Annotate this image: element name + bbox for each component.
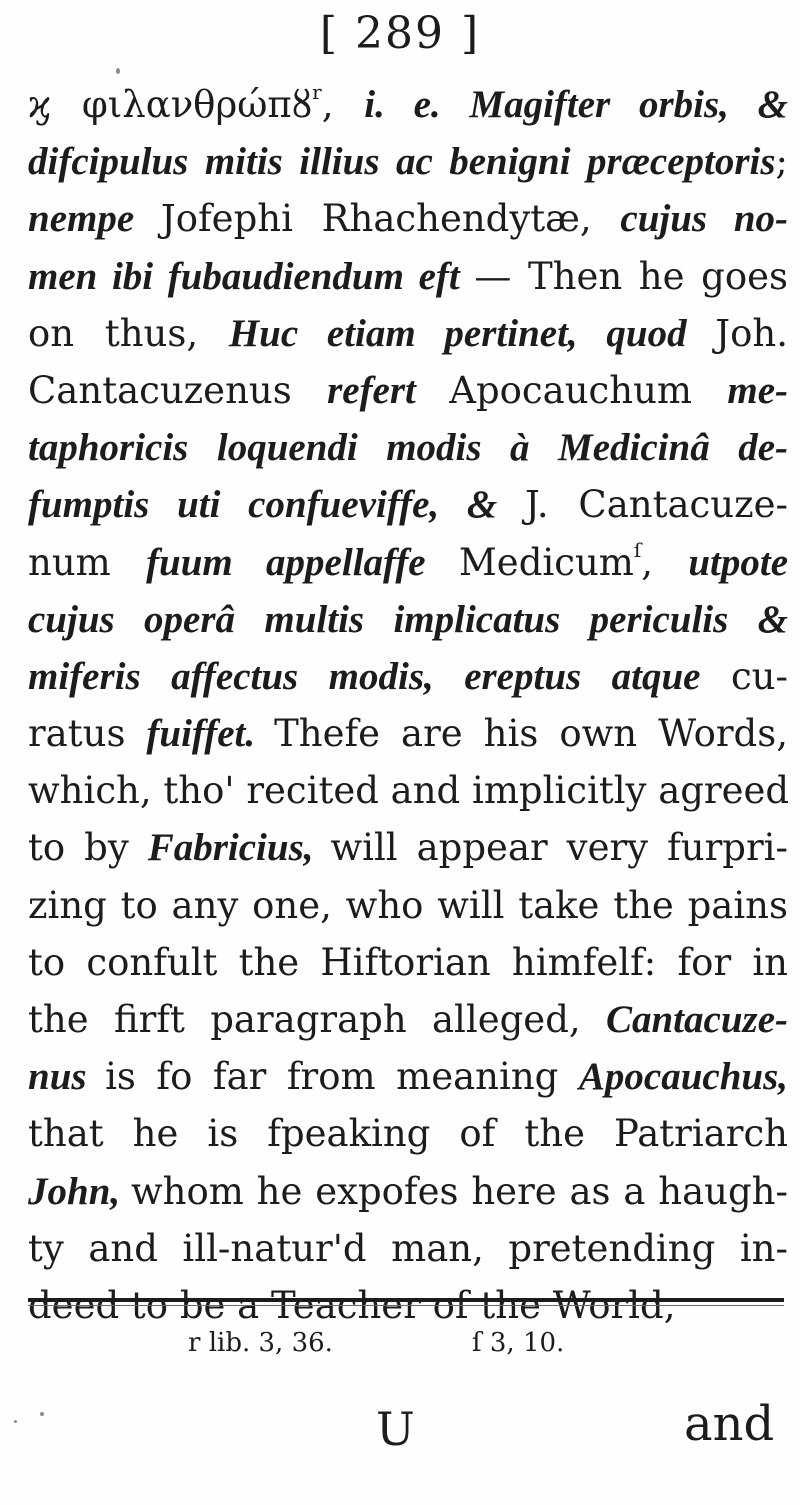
footnote-marker: ſ: [633, 537, 642, 562]
italic-text: Huc etiam pertinet, quod: [228, 311, 716, 355]
footnote-marker: r: [312, 80, 322, 104]
roman-text: Cantacuzenus: [28, 368, 328, 412]
footnote-f: ſ 3, 10.: [472, 1328, 565, 1358]
roman-text: num: [28, 540, 147, 584]
italic-text: nus: [28, 1055, 106, 1099]
ink-speck: [40, 1412, 44, 1416]
footnote-rule: [28, 1298, 784, 1302]
text-line: [28, 705, 788, 762]
italic-text: Cantacuze-: [605, 998, 788, 1041]
roman-text: ,: [641, 540, 689, 584]
italic-text: difcipulus mitis illius ac benigni præceptoris: [28, 140, 776, 184]
roman-text: — Then he goes: [474, 254, 789, 298]
italic-text: i. e. Magifter orbis, &: [364, 83, 788, 126]
italic-text: Fabricius,: [147, 826, 331, 870]
text-line: [28, 133, 788, 190]
roman-text: cu-: [730, 654, 788, 698]
roman-text: to confult the Hiftorian himfelf: for in: [28, 940, 788, 984]
roman-text: is fo far from meaning: [105, 1055, 579, 1099]
roman-text: ty and ill-natur'd man, pretending in-: [28, 1226, 788, 1270]
text-line: [28, 76, 788, 133]
italic-text: miferis affectus modis, ereptus atque: [28, 654, 731, 698]
roman-text: whom he expofes here as a haugh-: [130, 1169, 788, 1213]
roman-text: ;: [775, 140, 788, 184]
roman-text: which, tho' recited and implicitly agreed: [28, 769, 790, 813]
text-line: [28, 248, 788, 305]
roman-text: Medicum: [458, 540, 634, 584]
ink-speck: [116, 68, 120, 74]
roman-text: ,: [321, 83, 365, 126]
roman-text: ϗ φιλανθρώπȣ: [28, 83, 313, 126]
text-line: [28, 305, 788, 362]
text-line: [28, 648, 788, 705]
italic-text: fuum appellaffe: [146, 540, 459, 584]
roman-text: on thus,: [28, 311, 229, 355]
italic-text: me-: [727, 368, 788, 412]
text-line: [28, 991, 788, 1048]
italic-text: utpote: [688, 540, 789, 584]
signature-mark: U: [376, 1402, 415, 1456]
page-number: [ 289 ]: [319, 8, 481, 59]
italic-text: fuiffet.: [146, 712, 275, 756]
roman-text: Thefe are his own Words,: [274, 712, 788, 756]
italic-text: fumptis uti confueviffe, &: [28, 483, 525, 527]
text-line: [28, 190, 788, 247]
roman-text: Jofephi Rhachendytæ,: [160, 197, 621, 241]
roman-text: that he is fpeaking of the Patriarch: [28, 1112, 788, 1156]
text-line: [28, 1048, 788, 1105]
italic-text: John,: [28, 1169, 131, 1213]
catchword: and: [684, 1396, 775, 1452]
italic-text: cujus operâ multis implicatus periculis &: [28, 597, 788, 641]
italic-text: refert: [327, 368, 450, 412]
text-line: [28, 476, 788, 533]
text-line: [28, 591, 788, 648]
italic-text: taphoricis loquendi modis à Medicinâ de-: [28, 426, 788, 470]
body-text: [28, 76, 788, 1334]
text-line: [28, 819, 788, 876]
text-line: [28, 534, 788, 591]
italic-text: cujus no-: [620, 197, 789, 241]
roman-text: Apocauchum: [449, 368, 728, 412]
roman-text: the firft paragraph alleged,: [28, 998, 606, 1041]
roman-text: will appear very furpri-: [330, 826, 788, 870]
italic-text: nempe: [28, 197, 161, 241]
text-line: [28, 1220, 788, 1277]
italic-text: men ibi fubaudiendum eft: [28, 254, 475, 298]
ink-speck: [14, 1420, 17, 1423]
text-line: [28, 362, 788, 419]
footnote-r: r lib. 3, 36.: [188, 1328, 333, 1358]
roman-text: Joh.: [715, 311, 788, 355]
text-line: [28, 762, 788, 819]
footnote-rule-thin: [28, 1305, 784, 1306]
text-line: [28, 1163, 788, 1220]
text-line: [28, 934, 788, 991]
roman-text: ratus: [28, 712, 147, 756]
text-line: [28, 419, 788, 476]
roman-text: zing to any one, who will take the pains: [28, 883, 788, 927]
italic-text: Apocauchus,: [578, 1055, 789, 1099]
text-line: [28, 877, 788, 934]
roman-text: J. Cantacuze-: [524, 483, 788, 527]
roman-text: to by: [28, 826, 148, 870]
text-line: [28, 1105, 788, 1162]
